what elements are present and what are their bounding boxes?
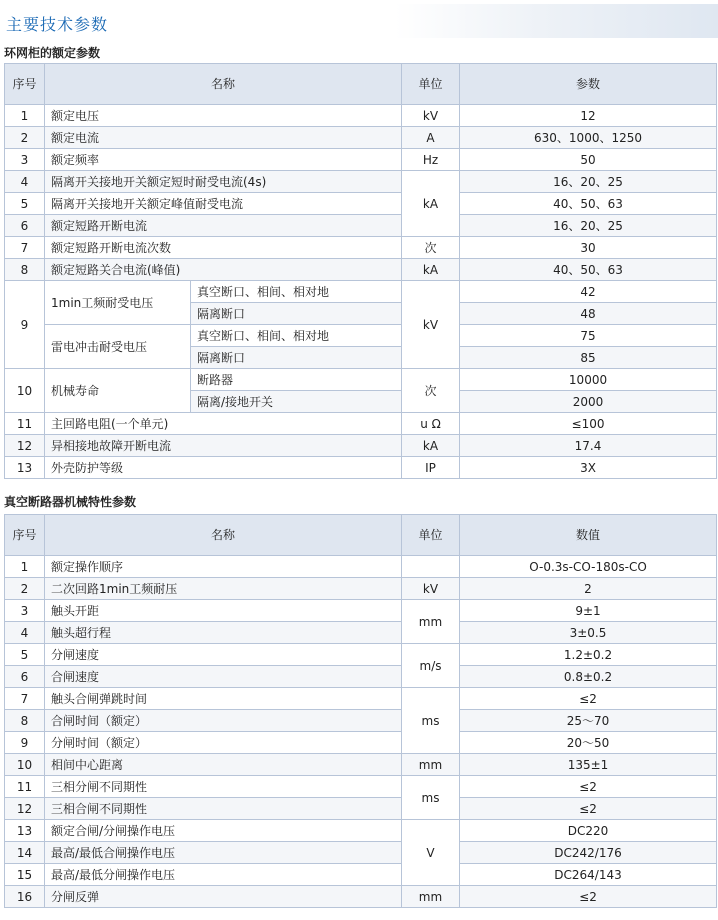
row-value: DC264/143 [460, 864, 717, 886]
row-unit: ms [402, 776, 460, 820]
row-value: 12 [460, 105, 717, 127]
row-unit: u Ω [402, 413, 460, 435]
row-unit: IP [402, 457, 460, 479]
row-no: 8 [5, 710, 45, 732]
row-unit: kA [402, 171, 460, 237]
row-no: 11 [5, 776, 45, 798]
row-value: 42 [460, 281, 717, 303]
row-no: 12 [5, 798, 45, 820]
table-row [5, 688, 717, 710]
row-value: 40、50、63 [460, 259, 717, 281]
row-no: 5 [5, 193, 45, 215]
table-row [5, 622, 717, 644]
table-row [5, 193, 717, 215]
row-value: 2 [460, 578, 717, 600]
row-no: 6 [5, 666, 45, 688]
table-row [5, 864, 717, 886]
row-unit [402, 556, 460, 578]
row-unit: mm [402, 754, 460, 776]
col-header-no: 序号 [5, 64, 45, 105]
row-unit: kV [402, 105, 460, 127]
row-name: 1min工频耐受电压 [45, 281, 191, 325]
row-unit: 次 [402, 237, 460, 259]
row-no: 7 [5, 688, 45, 710]
row-name: 额定电压 [45, 105, 402, 127]
row-no: 11 [5, 413, 45, 435]
row-no: 4 [5, 622, 45, 644]
table-row [5, 820, 717, 842]
row-no: 4 [5, 171, 45, 193]
row-name: 额定短路关合电流(峰值) [45, 259, 402, 281]
row-name: 额定短路开断电流 [45, 215, 402, 237]
row-value: ≤2 [460, 776, 717, 798]
row-no: 2 [5, 127, 45, 149]
row-no: 6 [5, 215, 45, 237]
row-subname: 真空断口、相间、相对地 [191, 281, 402, 303]
row-value: O-0.3s-CO-180s-CO [460, 556, 717, 578]
row-name: 隔离开关接地开关额定峰值耐受电流 [45, 193, 402, 215]
table-row [5, 754, 717, 776]
row-value: DC220 [460, 820, 717, 842]
row-value: 0.8±0.2 [460, 666, 717, 688]
row-name: 额定操作顺序 [45, 556, 402, 578]
row-no: 5 [5, 644, 45, 666]
row-unit: V [402, 820, 460, 886]
row-value: 630、1000、1250 [460, 127, 717, 149]
row-value: 48 [460, 303, 717, 325]
row-value: 20～50 [460, 732, 717, 754]
row-value: ≤2 [460, 886, 717, 908]
table-row [5, 732, 717, 754]
row-unit: A [402, 127, 460, 149]
row-unit: ms [402, 688, 460, 754]
col-header-name: 名称 [45, 515, 402, 556]
row-value: 10000 [460, 369, 717, 391]
row-no: 7 [5, 237, 45, 259]
row-no: 16 [5, 886, 45, 908]
col-header-no: 序号 [5, 515, 45, 556]
row-value: 135±1 [460, 754, 717, 776]
table2-header-row [5, 515, 717, 556]
row-name: 主回路电阻(一个单元) [45, 413, 402, 435]
row-value: 75 [460, 325, 717, 347]
row-value: ≤2 [460, 688, 717, 710]
row-value: 40、50、63 [460, 193, 717, 215]
table-row [5, 281, 717, 303]
row-no: 15 [5, 864, 45, 886]
row-name: 触头合闸弹跳时间 [45, 688, 402, 710]
row-value: 25～70 [460, 710, 717, 732]
row-name: 最高/最低合闸操作电压 [45, 842, 402, 864]
col-header-unit: 单位 [402, 64, 460, 105]
table-row [5, 457, 717, 479]
row-name: 二次回路1min工频耐压 [45, 578, 402, 600]
row-subname: 隔离断口 [191, 303, 402, 325]
row-no: 2 [5, 578, 45, 600]
row-name: 额定电流 [45, 127, 402, 149]
col-header-value: 数值 [460, 515, 717, 556]
row-no: 10 [5, 369, 45, 413]
row-value: ≤2 [460, 798, 717, 820]
row-no: 13 [5, 457, 45, 479]
table-row [5, 578, 717, 600]
table-row [5, 105, 717, 127]
row-value: 17.4 [460, 435, 717, 457]
table-row [5, 435, 717, 457]
row-value: 16、20、25 [460, 171, 717, 193]
table-row [5, 259, 717, 281]
row-unit: 次 [402, 369, 460, 413]
row-name: 最高/最低分闸操作电压 [45, 864, 402, 886]
row-name: 额定频率 [45, 149, 402, 171]
row-value: 30 [460, 237, 717, 259]
row-no: 3 [5, 149, 45, 171]
row-no: 1 [5, 105, 45, 127]
row-unit: mm [402, 600, 460, 644]
row-name: 相间中心距离 [45, 754, 402, 776]
row-no: 9 [5, 281, 45, 369]
table-row [5, 325, 717, 347]
table-row [5, 556, 717, 578]
row-no: 10 [5, 754, 45, 776]
table1-header-row [5, 64, 717, 105]
row-unit: m/s [402, 644, 460, 688]
row-subname: 隔离断口 [191, 347, 402, 369]
row-no: 8 [5, 259, 45, 281]
row-unit: mm [402, 886, 460, 908]
table-row [5, 149, 717, 171]
row-value: ≤100 [460, 413, 717, 435]
col-header-name: 名称 [45, 64, 402, 105]
table-row [5, 215, 717, 237]
row-name: 触头开距 [45, 600, 402, 622]
row-name: 机械寿命 [45, 369, 191, 413]
table-row [5, 171, 717, 193]
row-subname: 真空断口、相间、相对地 [191, 325, 402, 347]
table2-subtitle: 真空断路器机械特性参数 [4, 495, 137, 509]
row-no: 13 [5, 820, 45, 842]
table1-ring-main-unit-ratings [4, 63, 717, 479]
table-row [5, 237, 717, 259]
col-header-value: 参数 [460, 64, 717, 105]
table-row [5, 798, 717, 820]
table-row [5, 666, 717, 688]
row-name: 触头超行程 [45, 622, 402, 644]
row-value: 2000 [460, 391, 717, 413]
table-row [5, 710, 717, 732]
row-value: 3±0.5 [460, 622, 717, 644]
row-name: 合闸速度 [45, 666, 402, 688]
table-row [5, 369, 717, 391]
row-name: 外壳防护等级 [45, 457, 402, 479]
row-name: 三相分闸不同期性 [45, 776, 402, 798]
row-name: 异相接地故障开断电流 [45, 435, 402, 457]
row-name: 分闸反弹 [45, 886, 402, 908]
row-name: 三相合闸不同期性 [45, 798, 402, 820]
table1-subtitle: 环网柜的额定参数 [4, 46, 101, 60]
table-row [5, 413, 717, 435]
row-value: 50 [460, 149, 717, 171]
row-name: 分闸时间（额定） [45, 732, 402, 754]
row-no: 3 [5, 600, 45, 622]
row-unit: kV [402, 578, 460, 600]
table-row [5, 644, 717, 666]
section-title: 主要技术参数 [6, 15, 109, 34]
table2-vacuum-breaker-mechanical-characteristics [4, 514, 717, 908]
row-name: 雷电冲击耐受电压 [45, 325, 191, 369]
row-value: 9±1 [460, 600, 717, 622]
col-header-unit: 单位 [402, 515, 460, 556]
table-row [5, 776, 717, 798]
row-no: 12 [5, 435, 45, 457]
row-name: 分闸速度 [45, 644, 402, 666]
row-name: 额定合闸/分闸操作电压 [45, 820, 402, 842]
table-row [5, 600, 717, 622]
row-subname: 断路器 [191, 369, 402, 391]
row-name: 额定短路开断电流次数 [45, 237, 402, 259]
row-subname: 隔离/接地开关 [191, 391, 402, 413]
table-row [5, 127, 717, 149]
row-value: 3X [460, 457, 717, 479]
row-value: 1.2±0.2 [460, 644, 717, 666]
row-name: 隔离开关接地开关额定短时耐受电流(4s) [45, 171, 402, 193]
row-value: 16、20、25 [460, 215, 717, 237]
row-unit: Hz [402, 149, 460, 171]
row-no: 1 [5, 556, 45, 578]
row-unit: kV [402, 281, 460, 369]
row-value: 85 [460, 347, 717, 369]
row-unit: kA [402, 435, 460, 457]
table-row [5, 886, 717, 908]
table-row [5, 842, 717, 864]
row-unit: kA [402, 259, 460, 281]
row-name: 合闸时间（额定） [45, 710, 402, 732]
row-no: 9 [5, 732, 45, 754]
row-no: 14 [5, 842, 45, 864]
row-value: DC242/176 [460, 842, 717, 864]
